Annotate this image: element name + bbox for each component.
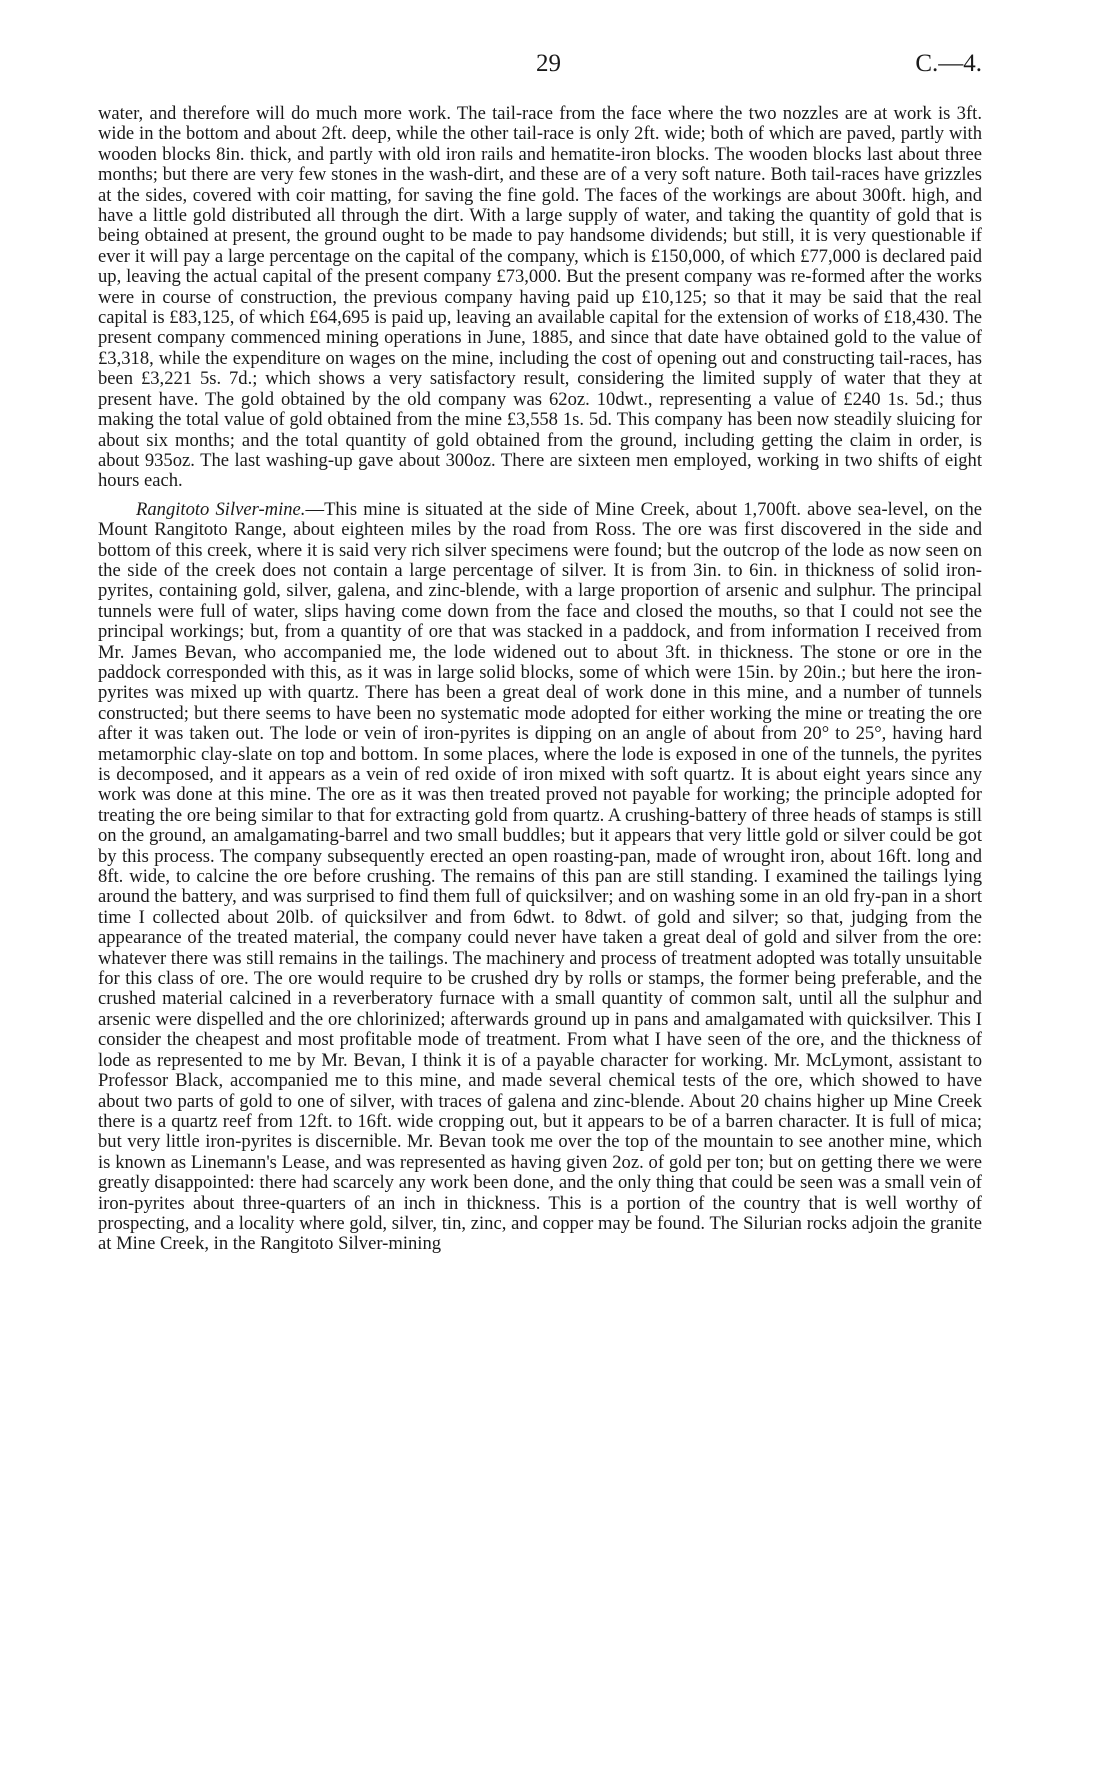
body-text [98,104,982,1255]
paragraph-tail-race: water, and therefore will do much more work. The tail-race from the face where the two nozzles are at work is 3ft. wide in the bottom and about 2ft. deep, while the other tail-race is only 2ft. wide; both of which are paved, partly with wooden blocks 8in. thick, and partly with old iron rails and hematite-iron blocks. The wooden blocks last about three months; but there are very few stones in the wash-dirt, and these are of a very soft nature. Both tail-races have grizzles at the sides, covered with coir matting, for saving the fine gold. The faces of the workings are about 300ft. high, and have a little gold distributed all through the dirt. With a large supply of water, and taking the quantity of gold that is being obtained at present, the ground ought to be made to pay handsome dividends; but still, it is very questionable if ever it will pay a large percentage on the capital of the company, which is £150,000, of which £77,000 is declared paid up, leaving the actual capital of the present company £73,000. But the present company was re-formed after the works were in course of construction, the previous company having paid up £10,125; so that it may be said that the real capital is £83,125, of which £64,695 is paid up, leaving an available capital for the extension of works of £18,430. The present company commenced mining operations in June, 1885, and since that date have obtained gold to the value of £3,318, while the expenditure on wages on the mine, including the cost of opening out and constructing tail-races, has been £3,221 5s. 7d.; which shows a very satisfactory result, considering the limited supply of water that they at present have. The gold obtained by the old company was 62oz. 10dwt., representing a value of £240 1s. 5d.; thus making the total value of gold obtained from the mine £3,558 1s. 5d. This company has been now steadily sluicing for about six months; and the total quantity of gold obtained from the ground, including getting the claim in order, is about 935oz. The last washing-up gave about 300oz. There are sixteen men employed, working in two shifts of eight hours each. [98,103,982,492]
paragraph-body: —This mine is situated at the side of Mine Creek, about 1,700ft. above sea-level, on the Mount Rangitoto Range, about eighteen miles by the road from Ross. The ore was first discovered in the side and bottom of this creek, where it is said very rich silver specimens were found; but the outcrop of the lode as now seen on the side of the creek does not contain a large percentage of silver. It is from 3in. to 6in. in thickness of solid iron-pyrites, containing gold, silver, galena, and zinc-blende, with a large proportion of arsenic and sulphur. The principal tunnels were full of water, slips having come down from the face and closed the mouths, so that I could not see the principal workings; but, from a quantity of ore that was stacked in a paddock, and from information I received from Mr. James Bevan, who accompanied me, the lode widened out to about 3ft. in thickness. The stone or ore in the paddock corresponded with this, as it was in large solid blocks, some of which were 15in. by 20in.; but here the iron-pyrites was mixed up with quartz. There has been a great deal of work done in this mine, and a number of tunnels constructed; but there seems to have been no systematic mode adopted for either working the mine or treating the ore after it was taken out. The lode or vein of iron-pyrites is dipping on an angle of about from 20° to 25°, having hard metamorphic clay-slate on top and bottom. In some places, where the lode is exposed in one of the tunnels, the pyrites is decomposed, and it appears as a vein of red oxide of iron mixed with soft quartz. It is about eight years since any work was done at this mine. The ore as it was then treated proved not payable for working; the principle adopted for treating the ore being similar to that for extracting gold from quartz. A crushing-battery of three heads of stamps is still on the ground, an amalgamating-barrel and two small buddles; but it appears that very little gold or silver could be got by this process. The company subsequently erected an open roasting-pan, made of wrought iron, about 16ft. long and 8ft. wide, to calcine the ore before crushing. The remains of this pan are still standing. I examined the tailings lying around the battery, and was surprised to find them full of quicksilver; and on washing some in an old fry-pan in a short time I collected about 20lb. of quicksilver and from 6dwt. to 8dwt. of gold and silver; so that, judging from the appearance of the treated material, the company could never have taken a great deal of gold and silver from the ore: whatever there was still remains in the tailings. The machinery and process of treatment adopted was totally unsuitable for this class of ore. The ore would require to be crushed dry by rolls or stamps, the former being preferable, and the crushed material calcined in a reverberatory furnace with a small quantity of common salt, until all the sulphur and arsenic were dispelled and the ore chlorinized; afterwards ground up in pans and amalgamated with quicksilver. This I consider the cheapest and most profitable mode of treatment. From what I have seen of the ore, and the thickness of lode as represented to me by Mr. Bevan, I think it is of a payable character for working. Mr. McLymont, assistant to Professor Black, accompanied me to this mine, and made several chemical tests of the ore, which showed to have about two parts of gold to one of silver, with traces of galena and zinc-blende. About 20 chains higher up Mine Creek there is a quartz reef from 12ft. to 16ft. wide cropping out, but it appears to be of a barren character. It is full of mica; but very little iron-pyrites is discernible. Mr. Bevan took me over the top of the mountain to see another mine, which is known as Linemann's Lease, and was represented as having given 2oz. of gold per ton; but on getting there we were greatly disappointed: there had scarcely any work been done, and the only thing that could be seen was a small vein of iron-pyrites about three-quarters of an inch in thickness. This is a portion of the country that is well worthy of prospecting, and a locality where gold, silver, tin, zinc, and copper may be found. The Silurian rocks adjoin the granite at Mine Creek, in the Rangitoto Silver-mining [98,498,982,1255]
page-header [0,50,1114,86]
section-heading-rangitoto: Rangitoto Silver-mine. [136,498,306,520]
page-number: 29 [536,50,561,77]
document-reference: C.—4. [915,50,982,77]
paragraph-rangitoto-silver-mine [98,500,982,1255]
